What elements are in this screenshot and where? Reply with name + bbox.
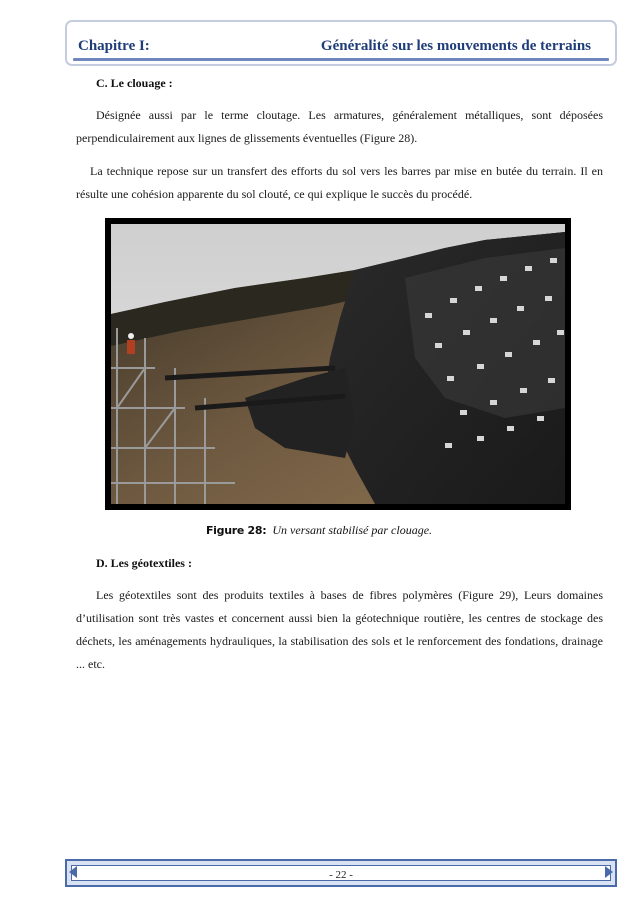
chapter-label: Chapitre I: — [78, 38, 150, 54]
footer-left-arrow-icon — [69, 866, 77, 878]
section-c-heading: C. Le clouage : — [96, 76, 173, 90]
section-d-paragraph: Les géotextiles sont des produits textiles à bases de fibres polymères (Figure 29), Leurs domaines d’utilisation sont très vastes et concernent aussi bien la géotechnique routière, les centres de stockage des déchets, les aménagements hydrauliques, la stabilisation des sols et le renforcement des fondations, drainage ... etc. — [76, 588, 603, 671]
figure-label: Figure 28: — [205, 524, 267, 537]
figure-photo — [105, 218, 571, 510]
header-rule — [73, 58, 609, 61]
chapter-title: Généralité sur les mouvements de terrains — [320, 38, 591, 54]
figure-caption-text: Un versant stabilisé par clouage. — [272, 523, 433, 537]
footer-right-arrow-icon — [605, 866, 613, 878]
section-d-heading: D. Les géotextiles : — [96, 556, 192, 570]
footer-inner — [71, 865, 611, 881]
page-number: - 22 - — [329, 869, 353, 881]
page-header — [65, 20, 617, 66]
figure-caption — [0, 523, 638, 538]
page-footer — [65, 859, 617, 887]
section-c-paragraph-1: Désignée aussi par le terme cloutage. Les armatures, généralement métalliques, sont déposées perpendiculairement aux lignes de glissements éventuelles (Figure 28). — [76, 108, 603, 145]
slope-nailing-photo — [105, 218, 571, 510]
section-c-paragraph-2: La technique repose sur un transfert des efforts du sol vers les barres par mise en butée du terrain. Il en résulte une cohésion apparente du sol clouté, ce qui explique le succès du procédé. — [76, 164, 603, 201]
